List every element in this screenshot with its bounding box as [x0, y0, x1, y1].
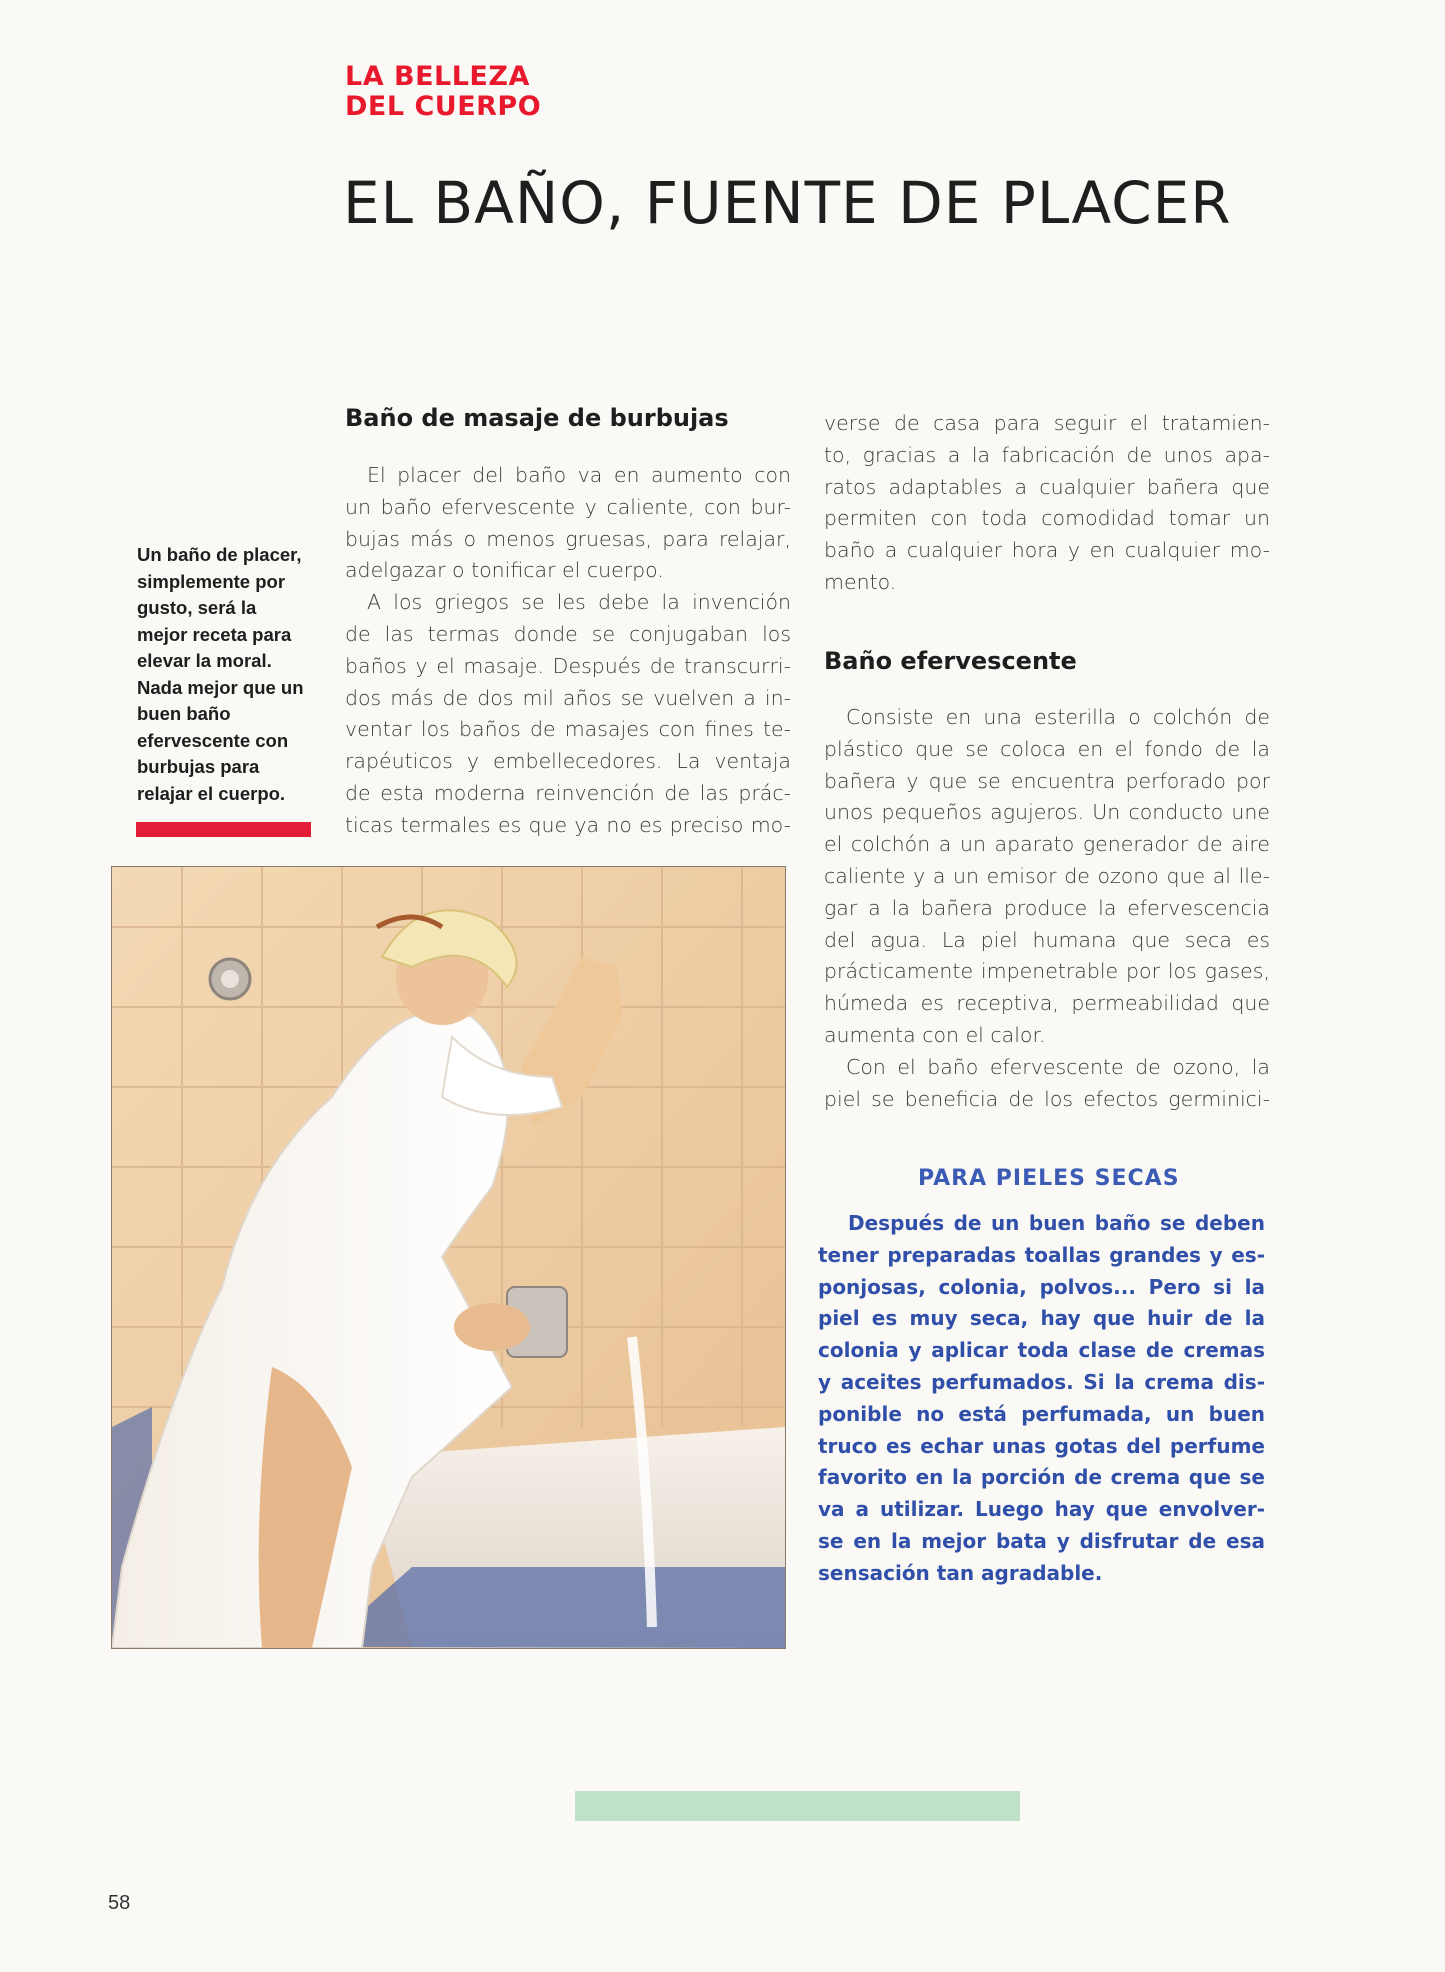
box-line: piel es muy seca, hay que huir de la: [818, 1306, 1265, 1331]
box-line: y aceites perfumados. Si la crema dis-: [818, 1369, 1265, 1394]
section-label-line2: DEL CUERPO: [345, 91, 542, 122]
body-line: Consiste en una esterilla o colchón de: [846, 705, 1270, 729]
bathroom-photo-illustration: [112, 867, 785, 1648]
box-line: tener preparadas toallas grandes y es-: [818, 1242, 1265, 1267]
body-line: de esta moderna reinvención de las prác-: [345, 780, 791, 805]
caption-line: efervescente con: [137, 729, 289, 751]
caption-line: relajar el cuerpo.: [137, 782, 286, 804]
caption-line: Un baño de placer,: [137, 544, 302, 565]
box-line: va a utilizar. Luego hay que envolver-: [818, 1497, 1265, 1522]
body-line: prácticamente impenetrable por los gases,: [824, 959, 1270, 984]
section-label: [345, 62, 541, 122]
body-line: plástico que se coloca en el fondo de la: [824, 736, 1270, 761]
caption-line: simplemente por: [137, 570, 286, 592]
caption-line: burbujas para: [137, 756, 260, 777]
body-line: to, gracias a la fabricación de unos apa-: [824, 442, 1270, 467]
caption-line: mejor receta para: [137, 623, 292, 645]
body-line: ventar los baños de masajes con fines te-: [345, 717, 791, 742]
body-line: mento.: [824, 569, 897, 594]
body-line: A los griegos se les debe la invención: [367, 590, 791, 615]
box-line: se en la mejor bata y disfrutar de esa: [818, 1528, 1265, 1553]
caption-line: buen baño: [137, 703, 231, 724]
caption-line: elevar la moral.: [137, 650, 272, 671]
body-line: de las termas donde se conjugaban los: [345, 621, 791, 646]
body-line: húmeda es receptiva, permeabilidad que: [824, 991, 1270, 1016]
body-line: un baño efervescente y caliente, con bur-: [345, 494, 791, 519]
subhead-effervescent: Baño efervescente: [824, 647, 1077, 675]
body-line: ratos adaptables a cualquier bañera que: [824, 474, 1270, 499]
sidebar-caption: [137, 542, 315, 807]
box-line: truco es echar unas gotas del perfume: [818, 1433, 1265, 1458]
column-2-body: [824, 408, 1270, 599]
body-line: verse de casa para seguir el tratamien-: [824, 411, 1270, 435]
body-line: bujas más o menos gruesas, para relajar,: [345, 526, 791, 551]
box-line: ponible no está perfumada, un buen: [818, 1401, 1265, 1426]
green-bar: [575, 1791, 1020, 1821]
body-line: dos más de dos mil años se vuelven a in-: [345, 685, 791, 710]
caption-line: Nada mejor que un: [137, 676, 304, 698]
red-rule: [136, 822, 311, 837]
box-body: [818, 1208, 1265, 1590]
box-line: Después de un buen baño se deben: [848, 1211, 1265, 1235]
body-line: ticas termales es que ya no es preciso mo-: [345, 812, 791, 837]
section-label-line1: LA BELLEZA: [345, 61, 530, 92]
body-line: El placer del baño va en aumento con: [367, 463, 791, 487]
body-line: el colchón a un aparato generador de aire: [824, 832, 1270, 857]
body-line: baños y el masaje. Después de transcurri-: [345, 653, 791, 678]
body-line: Con el baño efervescente de ozono, la: [846, 1054, 1270, 1079]
box-title: PARA PIELES SECAS: [918, 1166, 1180, 1191]
page-title: EL BAÑO, FUENTE DE PLACER: [343, 169, 1232, 237]
body-line: aumenta con el calor.: [824, 1022, 1046, 1047]
box-line: sensación tan agradable.: [818, 1560, 1103, 1585]
subhead-bubble-massage: Baño de masaje de burbujas: [345, 404, 729, 432]
body-line: unos pequeños agujeros. Un conducto une: [824, 800, 1270, 825]
box-line: favorito en la porción de crema que se: [818, 1465, 1265, 1490]
body-line: caliente y a un emisor de ozono que al lle-: [824, 863, 1270, 888]
column-1-body: [345, 460, 791, 842]
body-line: baño a cualquier hora y en cualquier mo-: [824, 538, 1270, 563]
page-number: 58: [108, 1892, 131, 1914]
bathroom-photo: [111, 866, 786, 1649]
body-line: bañera y que se encuentra perforado por: [824, 768, 1270, 793]
box-line: colonia y aplicar toda clase de cremas: [818, 1338, 1265, 1363]
body-line: adelgazar o tonificar el cuerpo.: [345, 558, 664, 583]
body-line: permiten con toda comodidad tomar un: [824, 506, 1270, 531]
body-line: piel se beneficia de los efectos germinici-: [824, 1086, 1270, 1111]
body-line: del agua. La piel humana que seca es: [824, 927, 1270, 952]
box-line: ponjosas, colonia, polvos... Pero si la: [818, 1274, 1265, 1299]
caption-line: gusto, será la: [137, 597, 257, 618]
body-line: gar a la bañera produce la efervescencia: [824, 895, 1270, 920]
column-3-body: [824, 702, 1270, 1115]
body-line: rapéuticos y embellecedores. La ventaja: [345, 749, 791, 774]
